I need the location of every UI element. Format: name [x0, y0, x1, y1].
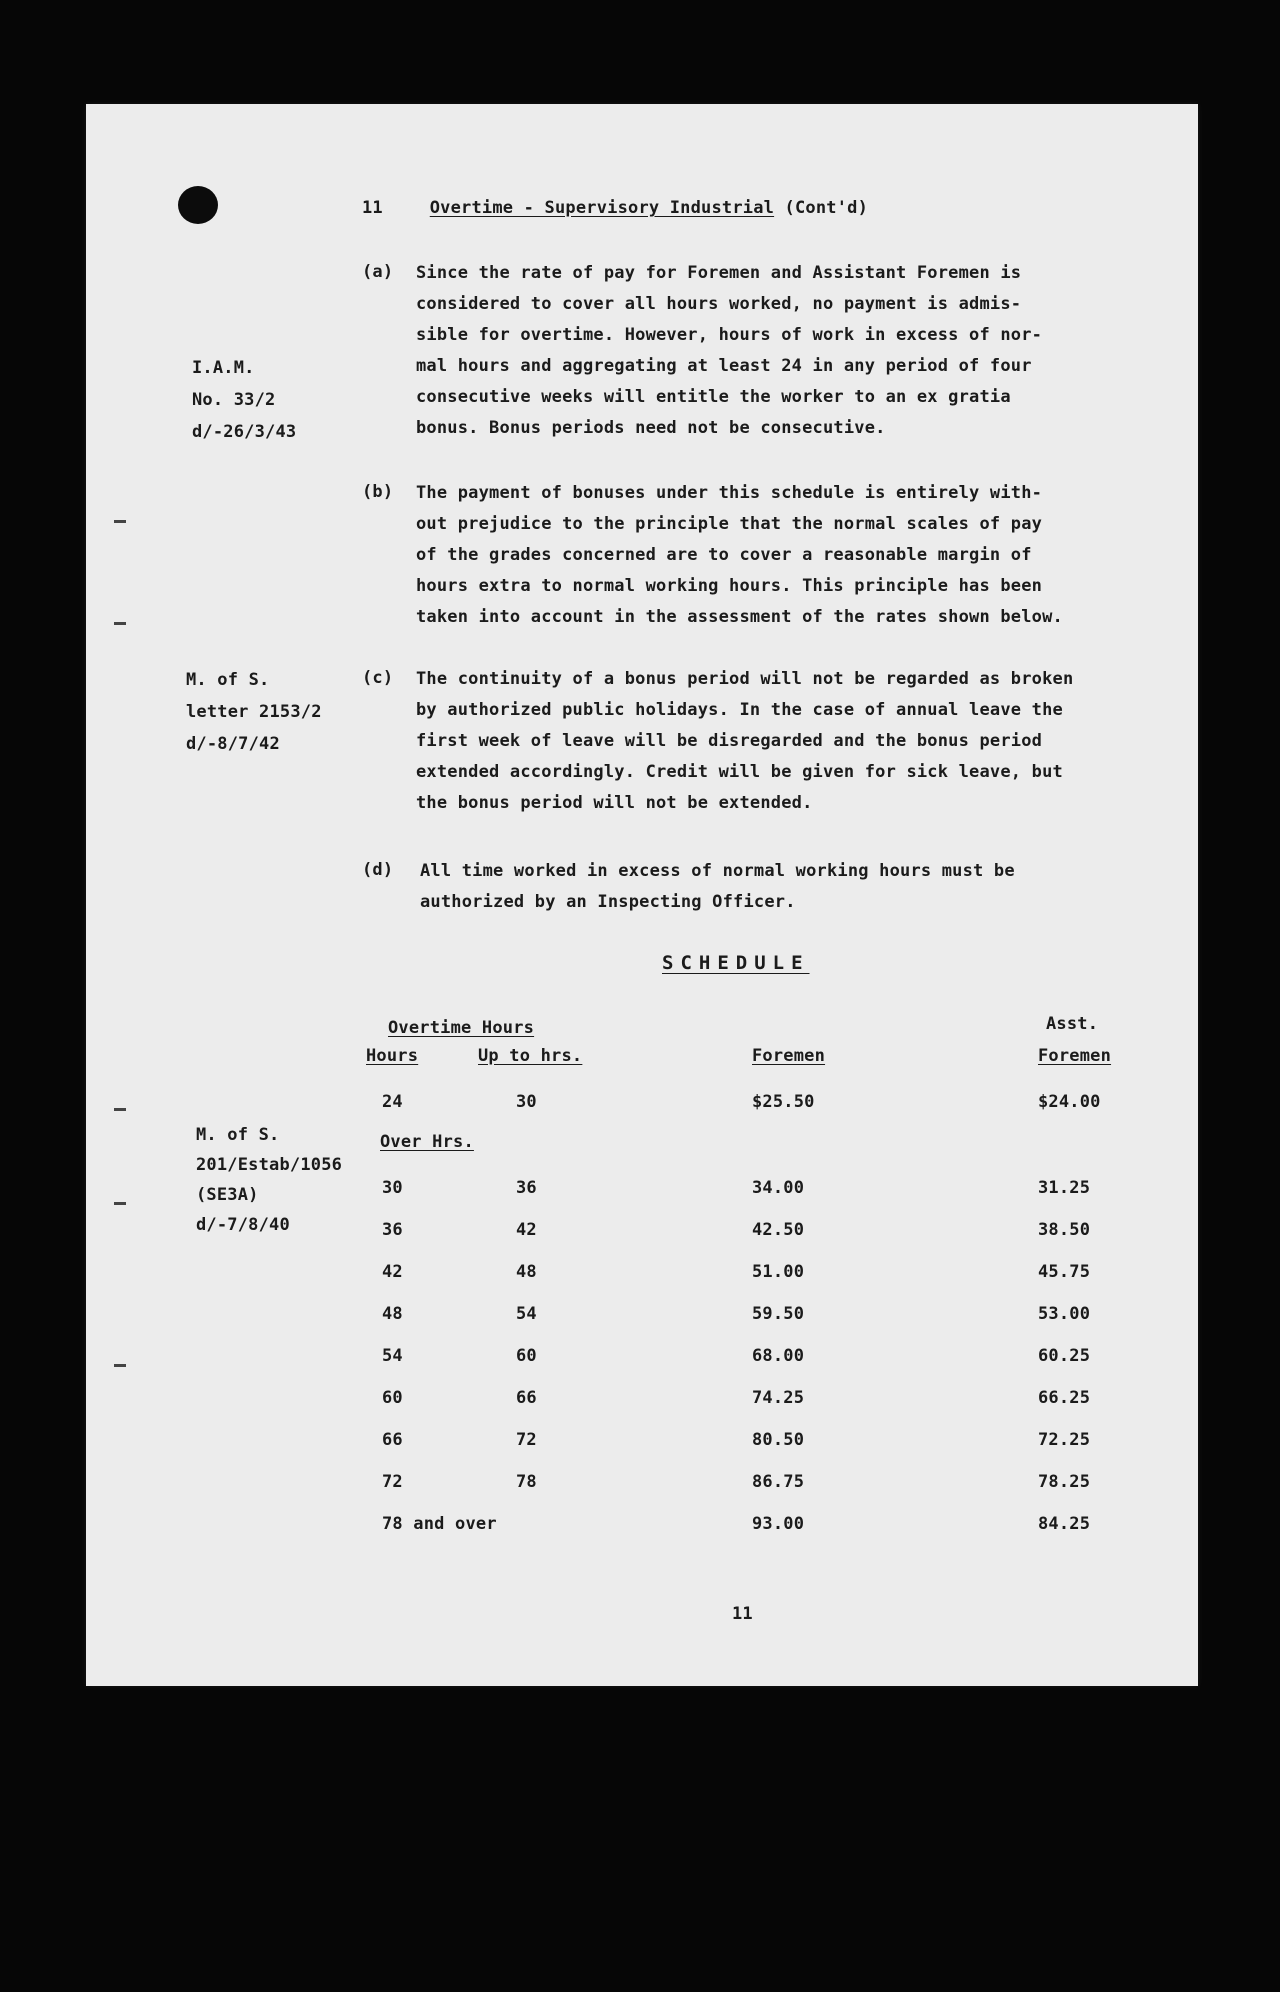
cell-asst: 60.25 [1038, 1346, 1091, 1366]
margin-ref-line: I.A.M. [192, 358, 255, 378]
margin-ref-line: M. of S. [186, 670, 270, 690]
paragraph-line: by authorized public holidays. In the case of annual leave the [416, 700, 1063, 720]
paragraph-b-label: (b) [362, 482, 394, 502]
col-upto-header: Up to hrs. [478, 1046, 583, 1066]
paragraph-line: out prejudice to the principle that the normal scales of pay [416, 514, 1043, 534]
cell-upto: 48 [516, 1262, 537, 1282]
paragraph-a [416, 258, 1176, 444]
cell-asst: 31.25 [1038, 1178, 1091, 1198]
cell-asst: 72.25 [1038, 1430, 1091, 1450]
cell-upto: 36 [516, 1178, 537, 1198]
paragraph-line: The continuity of a bonus period will not be regarded as broken [416, 669, 1074, 689]
paragraph-b [416, 478, 1176, 633]
margin-ref-line: (SE3A) [196, 1185, 259, 1205]
cell-upto: 54 [516, 1304, 537, 1324]
col-foremen-header: Foremen [752, 1046, 826, 1066]
cell-hours: 24 [382, 1092, 403, 1112]
scan-mark [114, 1202, 126, 1205]
cell-hours: 36 [382, 1220, 403, 1240]
cell-asst: $24.00 [1038, 1092, 1101, 1112]
paragraph-line: of the grades concerned are to cover a reasonable margin of [416, 545, 1032, 565]
cell-asst: 38.50 [1038, 1220, 1091, 1240]
cell-asst: 45.75 [1038, 1262, 1091, 1282]
cell-asst: 66.25 [1038, 1388, 1091, 1408]
cell-foremen: 80.50 [752, 1430, 805, 1450]
table-row [86, 1514, 1198, 1544]
paragraph-d [420, 856, 1180, 918]
paragraph-line: mal hours and aggregating at least 24 in any period of four [416, 356, 1032, 376]
paragraph-line: bonus. Bonus periods need not be consecutive. [416, 418, 886, 438]
margin-ref-line: 201/Estab/1056 [196, 1155, 343, 1175]
margin-ref-a [192, 352, 296, 448]
section-title: Overtime - Supervisory Industrial [429, 198, 775, 218]
paragraph-c [416, 664, 1176, 819]
paragraph-a-label: (a) [362, 262, 394, 282]
paragraph-line: first week of leave will be disregarded and the bonus period [416, 731, 1043, 751]
margin-ref-line: d/-8/7/42 [186, 734, 280, 754]
over-hours-label: Over Hrs. [380, 1132, 474, 1152]
cell-foremen: 51.00 [752, 1262, 805, 1282]
section-heading [362, 198, 868, 218]
paragraph-line: hours extra to normal working hours. This principle has been [416, 576, 1043, 596]
paragraph-line: authorized by an Inspecting Officer. [420, 892, 796, 912]
table-row [86, 1178, 1198, 1208]
paragraph-line: All time worked in excess of normal working hours must be [420, 861, 1015, 881]
col-asst-header-line2: Foremen [1038, 1046, 1112, 1066]
cell-hours: 54 [382, 1346, 403, 1366]
cell-upto: 72 [516, 1430, 537, 1450]
cell-hours: 30 [382, 1178, 403, 1198]
cell-hours: 72 [382, 1472, 403, 1492]
margin-ref-line: d/-7/8/40 [196, 1215, 290, 1235]
scan-mark [114, 1108, 126, 1111]
cell-upto: 30 [516, 1092, 537, 1112]
table-row [86, 1346, 1198, 1376]
table-row [86, 1388, 1198, 1418]
cell-asst: 84.25 [1038, 1514, 1091, 1534]
cell-hours: 78 and over [382, 1514, 497, 1534]
cell-foremen: 68.00 [752, 1346, 805, 1366]
margin-ref-line: No. 33/2 [192, 390, 276, 410]
paragraph-line: the bonus period will not be extended. [416, 793, 813, 813]
margin-ref-c [186, 664, 322, 760]
table-row [86, 1092, 1198, 1122]
table-row [86, 1472, 1198, 1502]
cell-upto: 42 [516, 1220, 537, 1240]
paragraph-line: extended accordingly. Credit will be given for sick leave, but [416, 762, 1063, 782]
cell-foremen: 93.00 [752, 1514, 805, 1534]
paragraph-line: Since the rate of pay for Foremen and Assistant Foremen is [416, 263, 1022, 283]
cell-foremen: 59.50 [752, 1304, 805, 1324]
table-row [86, 1430, 1198, 1460]
punch-hole [178, 186, 218, 224]
cell-asst: 53.00 [1038, 1304, 1091, 1324]
margin-ref-line: d/-26/3/43 [192, 422, 297, 442]
cell-foremen: $25.50 [752, 1092, 815, 1112]
schedule-title: SCHEDULE [662, 952, 810, 974]
paragraph-line: The payment of bonuses under this schedule is entirely with- [416, 483, 1043, 503]
cell-hours: 48 [382, 1304, 403, 1324]
cell-foremen: 42.50 [752, 1220, 805, 1240]
scan-mark [114, 622, 126, 625]
section-suffix: (Cont'd) [784, 198, 869, 218]
table-row [86, 1262, 1198, 1292]
cell-foremen: 34.00 [752, 1178, 805, 1198]
group-header: Overtime Hours [388, 1018, 535, 1038]
cell-hours: 66 [382, 1430, 403, 1450]
paragraph-line: consecutive weeks will entitle the worker to an ex gratia [416, 387, 1011, 407]
table-row [86, 1220, 1198, 1250]
cell-upto: 66 [516, 1388, 537, 1408]
paragraph-line: taken into account in the assessment of the rates shown below. [416, 607, 1063, 627]
cell-foremen: 86.75 [752, 1472, 805, 1492]
margin-ref-line: M. of S. [196, 1125, 280, 1145]
paragraph-c-label: (c) [362, 668, 394, 688]
scan-mark [114, 1364, 126, 1367]
paragraph-d-label: (d) [362, 860, 394, 880]
table-row [86, 1304, 1198, 1334]
col-hours-header: Hours [366, 1046, 419, 1066]
cell-hours: 60 [382, 1388, 403, 1408]
cell-foremen: 74.25 [752, 1388, 805, 1408]
paragraph-line: sible for overtime. However, hours of work in excess of nor- [416, 325, 1043, 345]
scan-mark [114, 520, 126, 523]
cell-upto: 78 [516, 1472, 537, 1492]
cell-hours: 42 [382, 1262, 403, 1282]
document-page [86, 104, 1198, 1686]
cell-asst: 78.25 [1038, 1472, 1091, 1492]
cell-upto: 60 [516, 1346, 537, 1366]
paragraph-line: considered to cover all hours worked, no payment is admis- [416, 294, 1022, 314]
page-number: 11 [732, 1604, 753, 1624]
section-number: 11 [362, 198, 383, 218]
margin-ref-line: letter 2153/2 [186, 702, 322, 722]
col-asst-header-line1: Asst. [1046, 1014, 1099, 1034]
